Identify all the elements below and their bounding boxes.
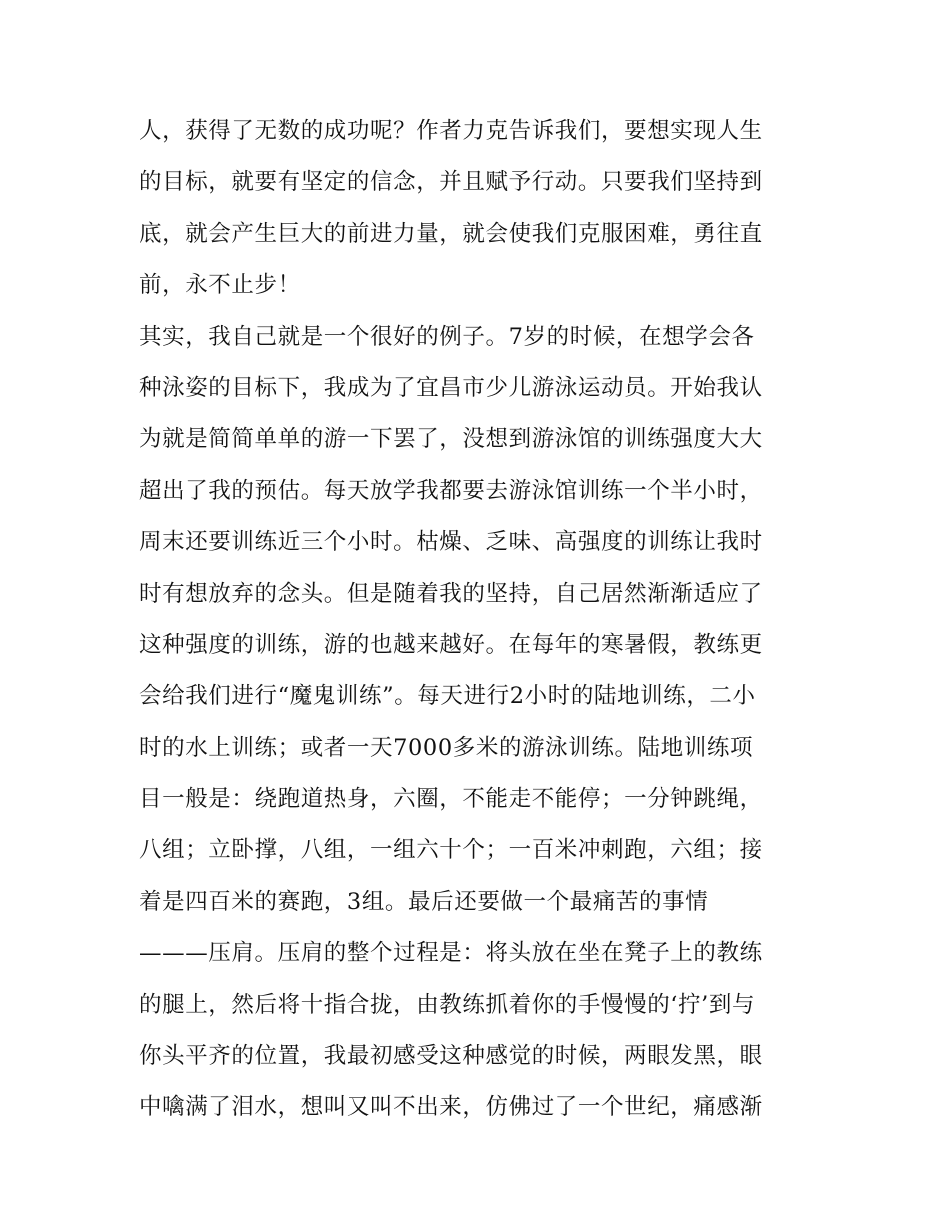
text-line: 时有想放弃的念头。但是随着我的坚持，自己居然渐渐适应了 [139,580,763,607]
text-line: 的腿上，然后将十指合拢，由教练抓着你的手慢慢的‘拧’到与 [139,991,756,1018]
text-line: 你头平齐的位置，我最初感受这种感觉的时候，两眼发黑，眼 [139,1043,763,1070]
text-line: 八组；立卧撑，八组，一组六十个；一百米冲刺跑，六组；接 [139,837,763,864]
text-line: 种泳姿的目标下，我成为了宜昌市少儿游泳运动员。开始我认 [139,374,763,401]
text-line: 超出了我的预估。每天放学我都要去游泳馆训练一个半小时， [139,477,763,504]
text-line: 时的水上训练；或者一天7000多米的游泳训练。陆地训练项 [139,734,754,761]
text-line: 人，获得了无数的成功呢？作者力克告诉我们，要想实现人生 [139,118,763,144]
text-line: 这种强度的训练，游的也越来越好。在每年的寒暑假，教练更 [139,631,763,658]
text-line: 中噙满了泪水，想叫又叫不出来，仿佛过了一个世纪，痛感渐 [139,1094,763,1121]
text-line: 着是四百米的赛跑，3组。最后还要做一个最痛苦的事情 [139,888,709,915]
text-line: ———压肩。压肩的整个过程是：将头放在坐在凳子上的教练 [139,940,763,967]
text-line: 的目标，就要有坚定的信念，并且赋予行动。只要我们坚持到 [139,169,763,196]
text-line: 目一般是：绕跑道热身，六圈，不能走不能停；一分钟跳绳， [139,786,763,813]
text-line: 底，就会产生巨大的前进力量，就会使我们克服困难，勇往直 [139,220,763,247]
text-line: 为就是简简单单的游一下罢了，没想到游泳馆的训练强度大大 [139,426,763,453]
text-line: 周末还要训练近三个小时。枯燥、乏味、高强度的训练让我时 [139,529,763,556]
body-text [139,106,819,1134]
text-line: 会给我们进行“魔鬼训练”。每天进行2小时的陆地训练，二小 [139,683,756,710]
text-line: 其实，我自己就是一个很好的例子。7岁的时候，在想学会各 [139,323,755,350]
text-line: 前，永不止步！ [139,272,301,299]
